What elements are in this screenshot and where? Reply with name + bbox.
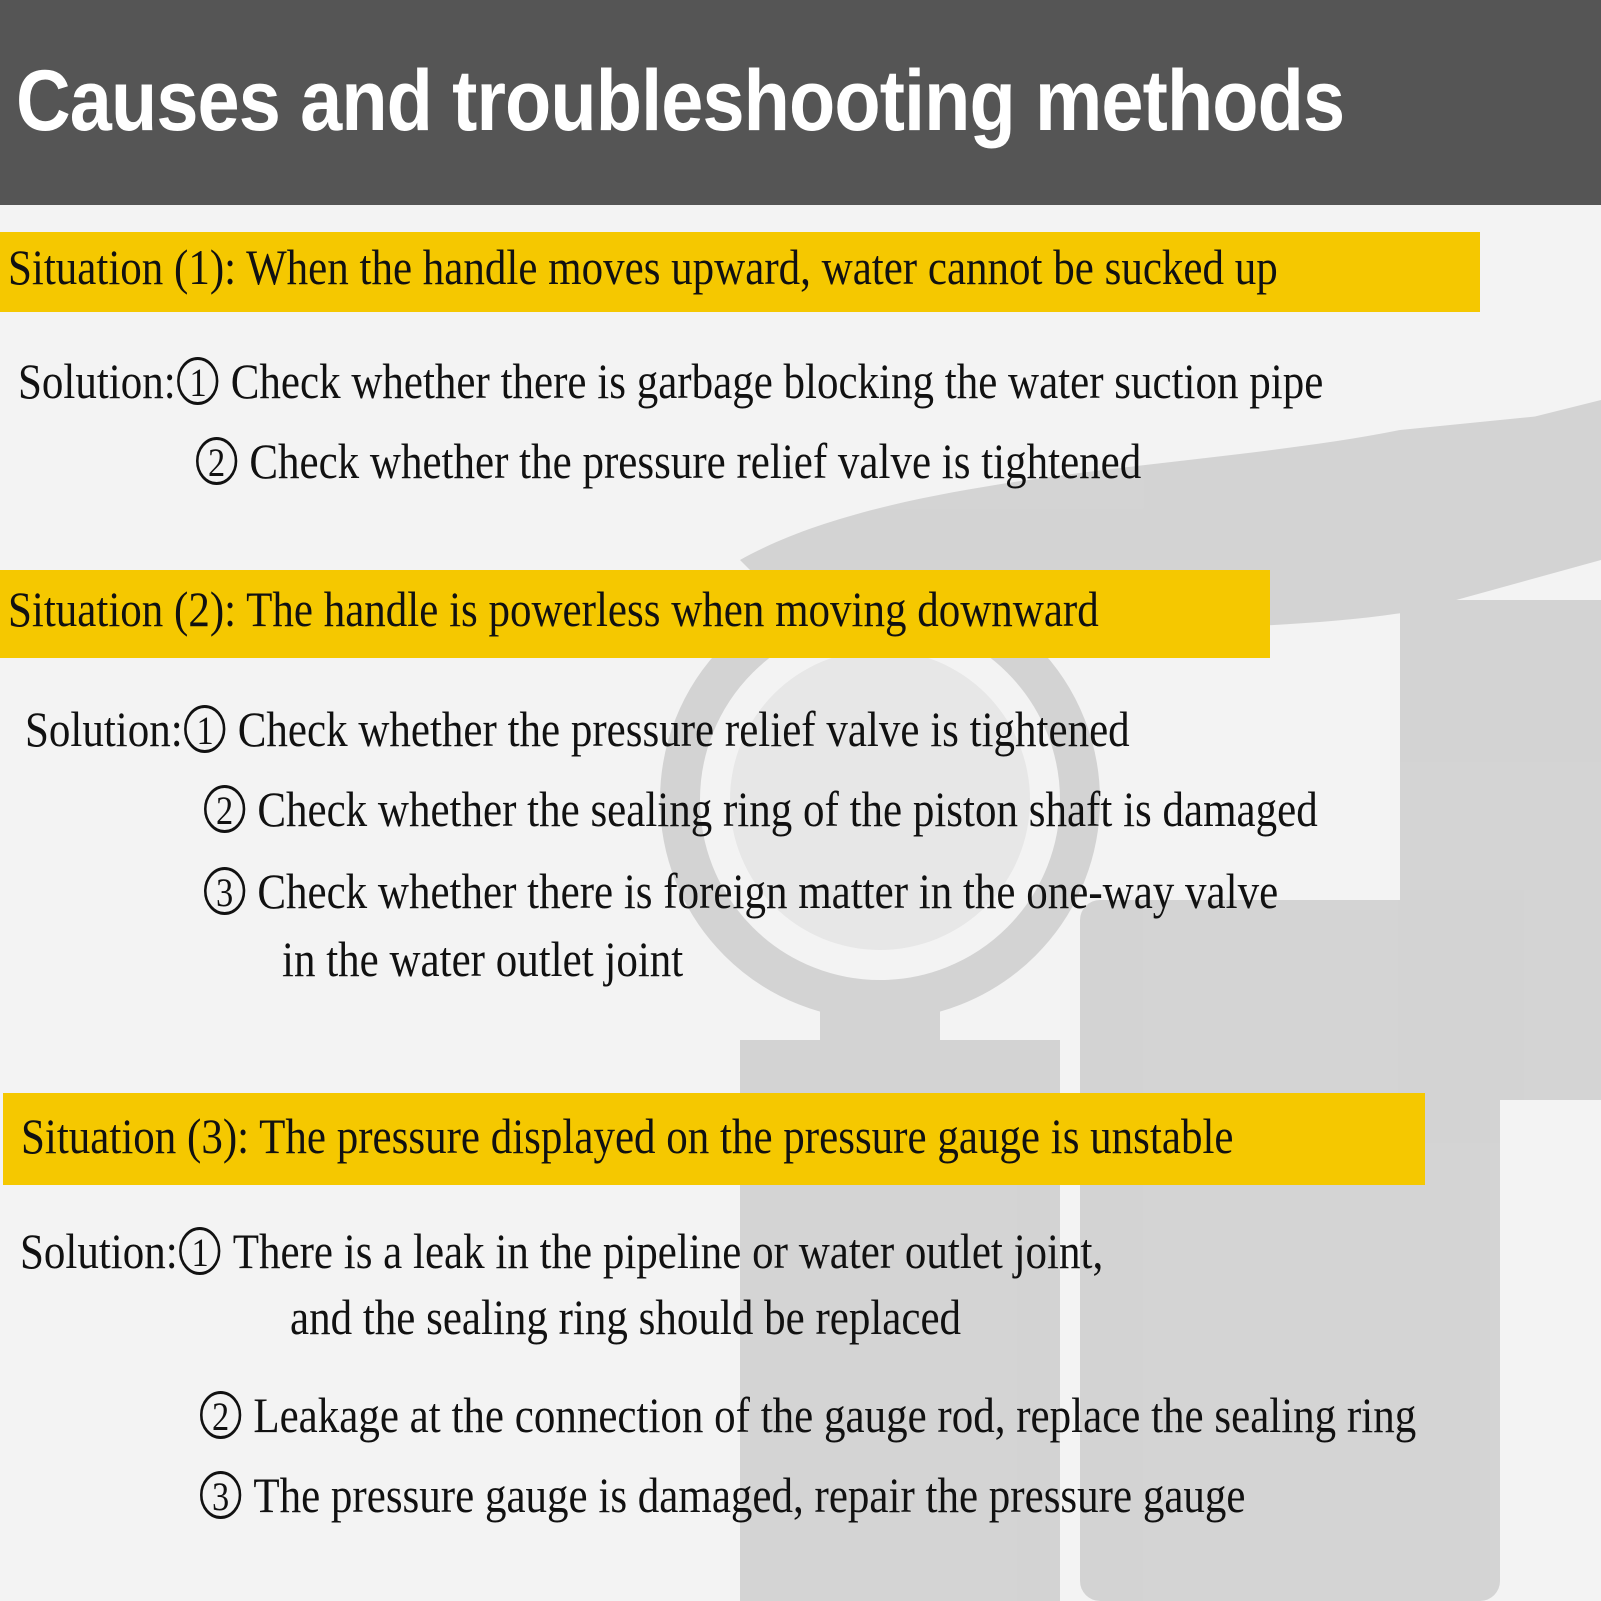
solution-text: in the water outlet joint [282, 931, 684, 987]
solution-text: Check whether the pressure relief valve is tightened [249, 433, 1142, 489]
situation-2-heading: Situation (2): The handle is powerless when moving downward [8, 581, 1099, 637]
solution-text: Check whether the pressure relief valve is tightened [237, 701, 1130, 757]
circled-number-3: 3 [204, 867, 245, 915]
solution-text: Check whether there is foreign matter in the one-way valve [257, 863, 1279, 919]
situation-2-solution-1 [25, 700, 1130, 758]
solution-text: and the sealing ring should be replaced [290, 1289, 962, 1345]
situation-3-solution-2 [200, 1386, 1416, 1444]
situation-1-solution-2 [196, 432, 1141, 490]
situation-3-banner [3, 1093, 1425, 1185]
situation-2-solution-3 [204, 862, 1278, 920]
solution-text: The pressure gauge is damaged, repair the pressure gauge [253, 1467, 1246, 1523]
solution-text: Check whether the sealing ring of the piston shaft is damaged [257, 781, 1318, 837]
circled-number-2: 2 [196, 437, 237, 485]
solution-label: Solution: [18, 353, 176, 409]
solution-text: Leakage at the connection of the gauge rod, replace the sealing ring [253, 1387, 1417, 1443]
circled-number-2: 2 [200, 1391, 241, 1439]
situation-3-solution-1 [20, 1222, 1103, 1280]
circled-number-1: 1 [179, 1227, 220, 1275]
page-title: Causes and troubleshooting methods [16, 53, 1345, 149]
situation-2-solution-3-continued [282, 930, 683, 988]
solution-text: Check whether there is garbage blocking the water suction pipe [230, 353, 1324, 409]
situation-2-solution-2 [204, 780, 1318, 838]
situation-3-solution-1-continued [290, 1288, 961, 1346]
situation-1-solution-1 [18, 352, 1323, 410]
header-bar [0, 0, 1601, 205]
solution-label: Solution: [20, 1223, 178, 1279]
situation-3-heading: Situation (3): The pressure displayed on the pressure gauge is unstable [21, 1108, 1234, 1164]
solution-label: Solution: [25, 701, 183, 757]
situation-3-solution-3 [200, 1466, 1245, 1524]
circled-number-1: 1 [177, 357, 218, 405]
situation-2-banner [0, 570, 1270, 658]
circled-number-3: 3 [200, 1471, 241, 1519]
circled-number-1: 1 [184, 705, 225, 753]
situation-1-heading: Situation (1): When the handle moves upward, water cannot be sucked up [8, 239, 1278, 295]
solution-text: There is a leak in the pipeline or water outlet joint, [232, 1223, 1104, 1279]
situation-1-banner [0, 232, 1480, 312]
circled-number-2: 2 [204, 785, 245, 833]
